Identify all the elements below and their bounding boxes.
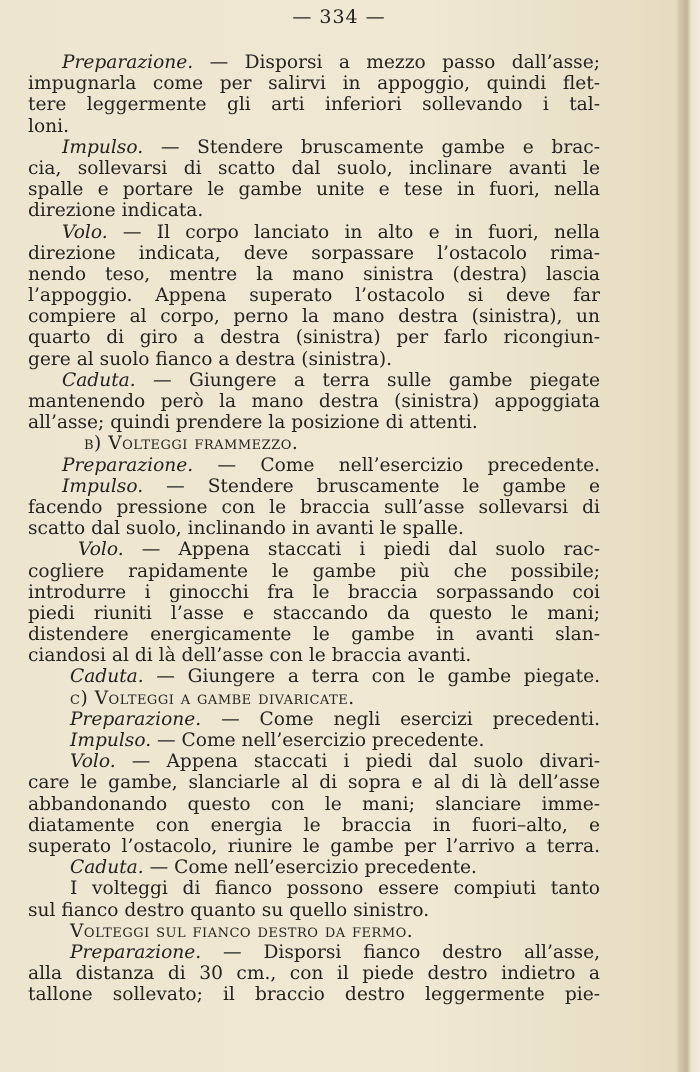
section-heading [28,921,600,942]
line-text: — Appena staccati i piedi dal suolo divari- [115,751,600,773]
line-text: cia, sollevarsi di scatto dal suolo, inclinare avanti le [28,157,600,179]
line-text: piedi riuniti l’asse e staccando da questo le mani; [28,602,600,624]
section-heading-text: Volteggi sul fianco destro da fermo. [70,920,414,942]
line-text: — Giungere a terra sulle gambe piegate [135,369,600,391]
text-line [28,730,600,751]
text-line [28,391,600,412]
line-text: introdurre i ginocchi fra le braccia sorpassando coi [28,581,600,603]
text-line [28,603,600,624]
line-text: compiere al corpo, perno la mano destra (sinistra), un [28,306,600,328]
paragraph-label: Impulso. [62,136,144,158]
line-text: I volteggi di fianco possono essere compiuti tanto [70,878,600,900]
text-line [28,539,600,560]
body-text [28,52,600,1005]
line-text: — Disporsi fianco destro all’asse, [201,941,600,963]
paragraph-label: Impulso. [62,475,144,497]
line-text: — Come nell’esercizio precedente. [143,857,477,879]
text-line [28,222,600,243]
line-text: diatamente con energia le braccia in fuori–alto, e [28,814,600,836]
line-text: mantenendo però la mano destra (sinistra) appoggiata [28,391,600,412]
text-line [28,94,600,115]
text-line [28,709,600,730]
text-line [28,624,600,645]
page-number: — 334 — [292,6,386,28]
paragraph-label: Preparazione. [62,454,194,476]
line-text: — Come nell’esercizio precedente. [151,730,485,751]
line-text: — Appena staccati i piedi dal suolo rac- [123,539,600,561]
text-line [28,497,600,518]
line-text: nendo teso, mentre la mano sinistra (destra) lascia [28,263,600,285]
line-text: impugnarla come per salirvi in appoggio, quindi flet- [28,73,600,95]
text-line [28,857,600,878]
paragraph-label: Caduta. [70,857,144,879]
text-line [28,179,600,200]
text-line [28,455,600,476]
paragraph-label: Preparazione. [62,52,194,73]
text-line [28,137,600,158]
text-line [28,349,600,370]
text-line [28,518,600,539]
line-text: abbandonando questo con le mani; slanciare imme- [28,793,600,815]
section-heading [28,433,600,454]
paragraph-label: Volo. [78,539,124,561]
text-line [28,666,600,687]
text-line [28,836,600,857]
line-text: — Giungere a terra con le gambe piegate. [143,666,600,688]
text-line [28,243,600,264]
line-text: ciandosi al di là dell’asse con le braccia avanti. [28,645,472,667]
text-line [28,116,600,137]
text-line [28,645,600,666]
text-line [28,751,600,772]
paragraph-label: Caduta. [70,666,144,688]
line-text: cogliere rapidamente le gambe più che possibile; [28,560,600,582]
line-text: — Il corpo lanciato in alto e in fuori, nella [107,221,600,243]
line-text: direzione indicata. [28,200,204,222]
text-line [28,327,600,348]
text-line [28,306,600,327]
line-text: distendere energicamente le gambe in avanti slan- [28,624,600,646]
line-text: tere leggermente gli arti inferiori sollevando i tal- [28,94,600,116]
text-line [28,772,600,793]
text-line [28,561,600,582]
text-line [28,412,600,433]
text-line [28,264,600,285]
text-line [28,963,600,984]
text-line [28,285,600,306]
line-text: all’asse; quindi prendere la posizione di attenti. [28,412,478,434]
text-line [28,984,600,1005]
line-text: — Stendere bruscamente gambe e brac- [143,136,600,158]
text-line [28,370,600,391]
line-text: — Disporsi a mezzo passo dall’asse; [193,52,600,73]
paragraph-label: Preparazione. [70,708,202,730]
line-text: spalle e portare le gambe unite e tese in fuori, nella [28,179,600,201]
line-text: scatto dal suolo, inclinando in avanti le spalle. [28,518,464,540]
line-text: facendo pressione con le braccia sull’asse sollevarsi di [28,496,600,518]
line-text: superato l’ostacolo, riunire le gambe per l’arrivo a terra. [28,835,600,857]
line-text: — Come nell’esercizio precedente. [193,454,600,476]
paragraph-label: Preparazione. [70,941,202,963]
text-line [28,200,600,221]
text-line [28,158,600,179]
line-text: gere al suolo fianco a destra (sinistra). [28,348,393,370]
paragraph-label: Impulso. [70,730,152,751]
line-text: alla distanza di 30 cm., con il piede destro indietro a [28,963,600,985]
text-line [28,73,600,94]
paragraph-label: Volo. [70,751,116,773]
text-line [28,900,600,921]
line-text: l’appoggio. Appena superato l’ostacolo si deve far [28,285,600,307]
text-line [28,52,600,73]
section-heading-text: c) Volteggi a gambe divaricate. [70,687,355,709]
line-text: — Come negli esercizi precedenti. [201,708,600,730]
section-heading [28,688,600,709]
section-heading-text: b) Volteggi frammezzo. [84,433,299,455]
text-line [28,794,600,815]
line-text: care le gambe, slanciarle al di sopra e al di là dell’asse [28,772,600,794]
text-line [28,476,600,497]
line-text: loni. [28,115,69,137]
paragraph-label: Caduta. [62,369,136,391]
line-text: sul fianco destro quanto su quello sinistro. [28,899,430,921]
page-edge [678,0,700,1072]
paragraph-label: Volo. [62,221,108,243]
line-text: direzione indicata, deve sorpassare l’ostacolo rima- [28,242,600,264]
text-line [28,815,600,836]
text-line [28,878,600,899]
line-text: — Stendere bruscamente le gambe e [143,475,600,497]
line-text: quarto di giro a destra (sinistra) per farlo ricongiun- [28,327,600,349]
text-line [28,582,600,603]
line-text: tallone sollevato; il braccio destro leggermente pie- [28,984,600,1006]
text-line [28,942,600,963]
